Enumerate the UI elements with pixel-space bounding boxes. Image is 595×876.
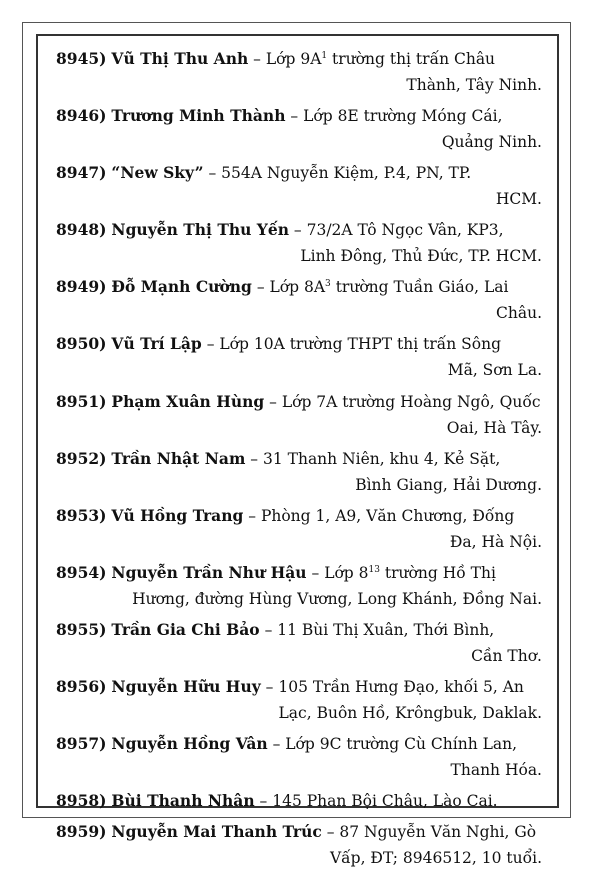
list-item bbox=[56, 331, 542, 383]
entry-address-start: Lớp 8 bbox=[324, 563, 369, 582]
entry-second-line: Oai, Hà Tây. bbox=[446, 418, 542, 437]
entry-address-start: 11 Bùi Thị Xuân, Thới Bình, bbox=[277, 620, 495, 639]
entry-name: Vũ Thị Thu Anh bbox=[111, 49, 249, 68]
entry-number: 8950) bbox=[56, 334, 107, 354]
entry-second-line: Mã, Sơn La. bbox=[447, 361, 542, 380]
entry-first-line bbox=[56, 731, 542, 757]
entry-number: 8956) bbox=[56, 677, 107, 697]
entry-list bbox=[56, 46, 542, 876]
entry-address-cont: trường Hồ Thị bbox=[379, 563, 496, 582]
list-item bbox=[56, 617, 542, 669]
entry-address-cont: trường Tuần Giáo, Lai bbox=[330, 278, 509, 297]
entry-first-line bbox=[56, 503, 542, 529]
entry-first-line bbox=[56, 819, 542, 845]
list-item bbox=[56, 674, 542, 726]
entry-number: 8954) bbox=[56, 562, 107, 582]
entry-second-line: Hương, đường Hùng Vương, Long Khánh, Đồng Nai. bbox=[132, 589, 542, 608]
entry-name: Nguyễn Thị Thu Yến bbox=[111, 220, 289, 240]
entry-number: 8955) bbox=[56, 619, 107, 639]
entry-first-line bbox=[56, 674, 542, 700]
entry-separator: – bbox=[321, 823, 340, 842]
list-item bbox=[56, 389, 542, 441]
entry-first-line bbox=[56, 331, 542, 357]
entry-address-cont: trường thị trấn Châu bbox=[327, 50, 496, 68]
entry-name: Nguyễn Mai Thanh Trúc bbox=[111, 822, 322, 842]
entry-separator: – bbox=[248, 50, 266, 68]
entry-address-start: Lớp 8E trường Móng Cái, bbox=[303, 107, 503, 126]
list-item bbox=[56, 160, 542, 212]
entry-name: Nguyễn Hồng Vân bbox=[111, 734, 268, 754]
entry-first-line bbox=[56, 103, 542, 129]
list-item bbox=[56, 274, 542, 326]
entry-name: Nguyễn Hữu Huy bbox=[111, 677, 261, 697]
entry-first-line bbox=[56, 160, 542, 186]
entry-second-line: Đa, Hà Nội. bbox=[449, 532, 542, 551]
entry-name: Trần Gia Chi Bảo bbox=[111, 619, 260, 639]
list-item bbox=[56, 46, 542, 98]
entry-address-start: 31 Thanh Niên, khu 4, Kẻ Sặt, bbox=[262, 449, 501, 468]
entry-second-line: Vấp, ĐT; 8946512, 10 tuổi. bbox=[329, 849, 542, 868]
entry-address-start: 87 Nguyễn Văn Nghi, Gò bbox=[339, 823, 537, 842]
entry-separator: – bbox=[254, 792, 273, 811]
entry-separator: – bbox=[245, 449, 263, 468]
entry-first-line bbox=[56, 617, 542, 643]
entry-number: 8957) bbox=[56, 734, 107, 754]
entry-number: 8946) bbox=[56, 106, 107, 126]
entry-number: 8949) bbox=[56, 277, 107, 297]
entry-second-line: Linh Đông, Thủ Đức, TP. HCM. bbox=[300, 247, 542, 266]
list-item bbox=[56, 819, 542, 871]
entry-separator: – bbox=[306, 563, 325, 582]
entry-second-line: Châu. bbox=[496, 304, 542, 323]
entry-separator: – bbox=[267, 735, 286, 754]
entry-first-line bbox=[56, 46, 542, 72]
entry-number: 8951) bbox=[56, 391, 107, 411]
entry-separator: – bbox=[203, 164, 222, 183]
entry-address-start: Lớp 8A bbox=[269, 278, 326, 297]
entry-address-start: Lớp 9A bbox=[265, 50, 322, 68]
list-item bbox=[56, 503, 542, 555]
list-item bbox=[56, 731, 542, 783]
entry-address-start: Lớp 9C trường Cù Chính Lan, bbox=[285, 735, 518, 754]
entry-first-line bbox=[56, 389, 542, 415]
entry-second-line: HCM. bbox=[495, 190, 542, 209]
entry-first-line bbox=[56, 446, 542, 472]
entry-number: 8945) bbox=[56, 49, 107, 68]
entry-first-line bbox=[56, 217, 542, 243]
list-item bbox=[56, 446, 542, 498]
entry-name: “New Sky” bbox=[111, 163, 204, 183]
entry-separator: – bbox=[201, 335, 220, 354]
entry-first-line bbox=[56, 274, 542, 300]
entry-superscript: 3 bbox=[325, 279, 331, 290]
entry-number: 8959) bbox=[56, 822, 107, 842]
entry-address-start: 105 Trần Hưng Đạo, khối 5, An bbox=[278, 678, 524, 697]
entry-name: Đỗ Mạnh Cường bbox=[111, 277, 252, 297]
entry-number: 8948) bbox=[56, 220, 107, 240]
entry-address-start: 73/2A Tô Ngọc Vân, KP3, bbox=[306, 221, 504, 240]
entry-second-line: Thanh Hóa. bbox=[450, 761, 542, 780]
entry-name: Nguyễn Trần Như Hậu bbox=[111, 562, 307, 582]
entry-name: Trương Minh Thành bbox=[111, 106, 286, 126]
list-item bbox=[56, 560, 542, 612]
entry-separator: – bbox=[259, 620, 278, 639]
entry-superscript: 1 bbox=[321, 51, 328, 61]
entry-separator: – bbox=[288, 221, 307, 240]
entry-number: 8952) bbox=[56, 448, 107, 468]
entry-second-line: Lạc, Buôn Hồ, Krôngbuk, Daklak. bbox=[278, 704, 542, 723]
entry-name: Phạm Xuân Hùng bbox=[111, 391, 265, 411]
entry-separator: – bbox=[243, 506, 261, 525]
entry-second-line: Quảng Ninh. bbox=[441, 133, 542, 152]
entry-name: Vũ Hồng Trang bbox=[111, 505, 244, 525]
entry-second-line: Bình Giang, Hải Dương. bbox=[355, 475, 542, 494]
entry-address-start: Phòng 1, A9, Văn Chương, Đống bbox=[260, 506, 515, 525]
entry-number: 8958) bbox=[56, 791, 107, 811]
list-item bbox=[56, 103, 542, 155]
entry-separator: – bbox=[264, 392, 282, 411]
entry-first-line bbox=[56, 560, 542, 586]
entry-second-line: Cần Thơ. bbox=[471, 646, 542, 665]
entry-number: 8953) bbox=[56, 505, 107, 525]
entry-address-start: Lớp 7A trường Hoàng Ngô, Quốc bbox=[281, 392, 541, 411]
entry-name: Bùi Thanh Nhân bbox=[111, 791, 255, 811]
list-item bbox=[56, 217, 542, 269]
entry-separator: – bbox=[260, 678, 279, 697]
list-item bbox=[56, 788, 542, 814]
entry-address-start: 554A Nguyễn Kiệm, P.4, PN, TP. bbox=[221, 164, 472, 183]
entry-first-line bbox=[56, 788, 542, 814]
entry-address-start: 145 Phan Bội Châu, Lào Cai. bbox=[272, 792, 498, 811]
entry-number: 8947) bbox=[56, 163, 107, 183]
entry-name: Vũ Trí Lập bbox=[111, 334, 202, 354]
entry-separator: – bbox=[251, 278, 270, 297]
entry-name: Trần Nhật Nam bbox=[111, 448, 246, 468]
entry-superscript: 13 bbox=[368, 564, 380, 575]
entry-second-line: Thành, Tây Ninh. bbox=[406, 76, 542, 94]
entry-address-start: Lớp 10A trường THPT thị trấn Sông bbox=[219, 335, 502, 354]
entry-separator: – bbox=[285, 107, 304, 126]
